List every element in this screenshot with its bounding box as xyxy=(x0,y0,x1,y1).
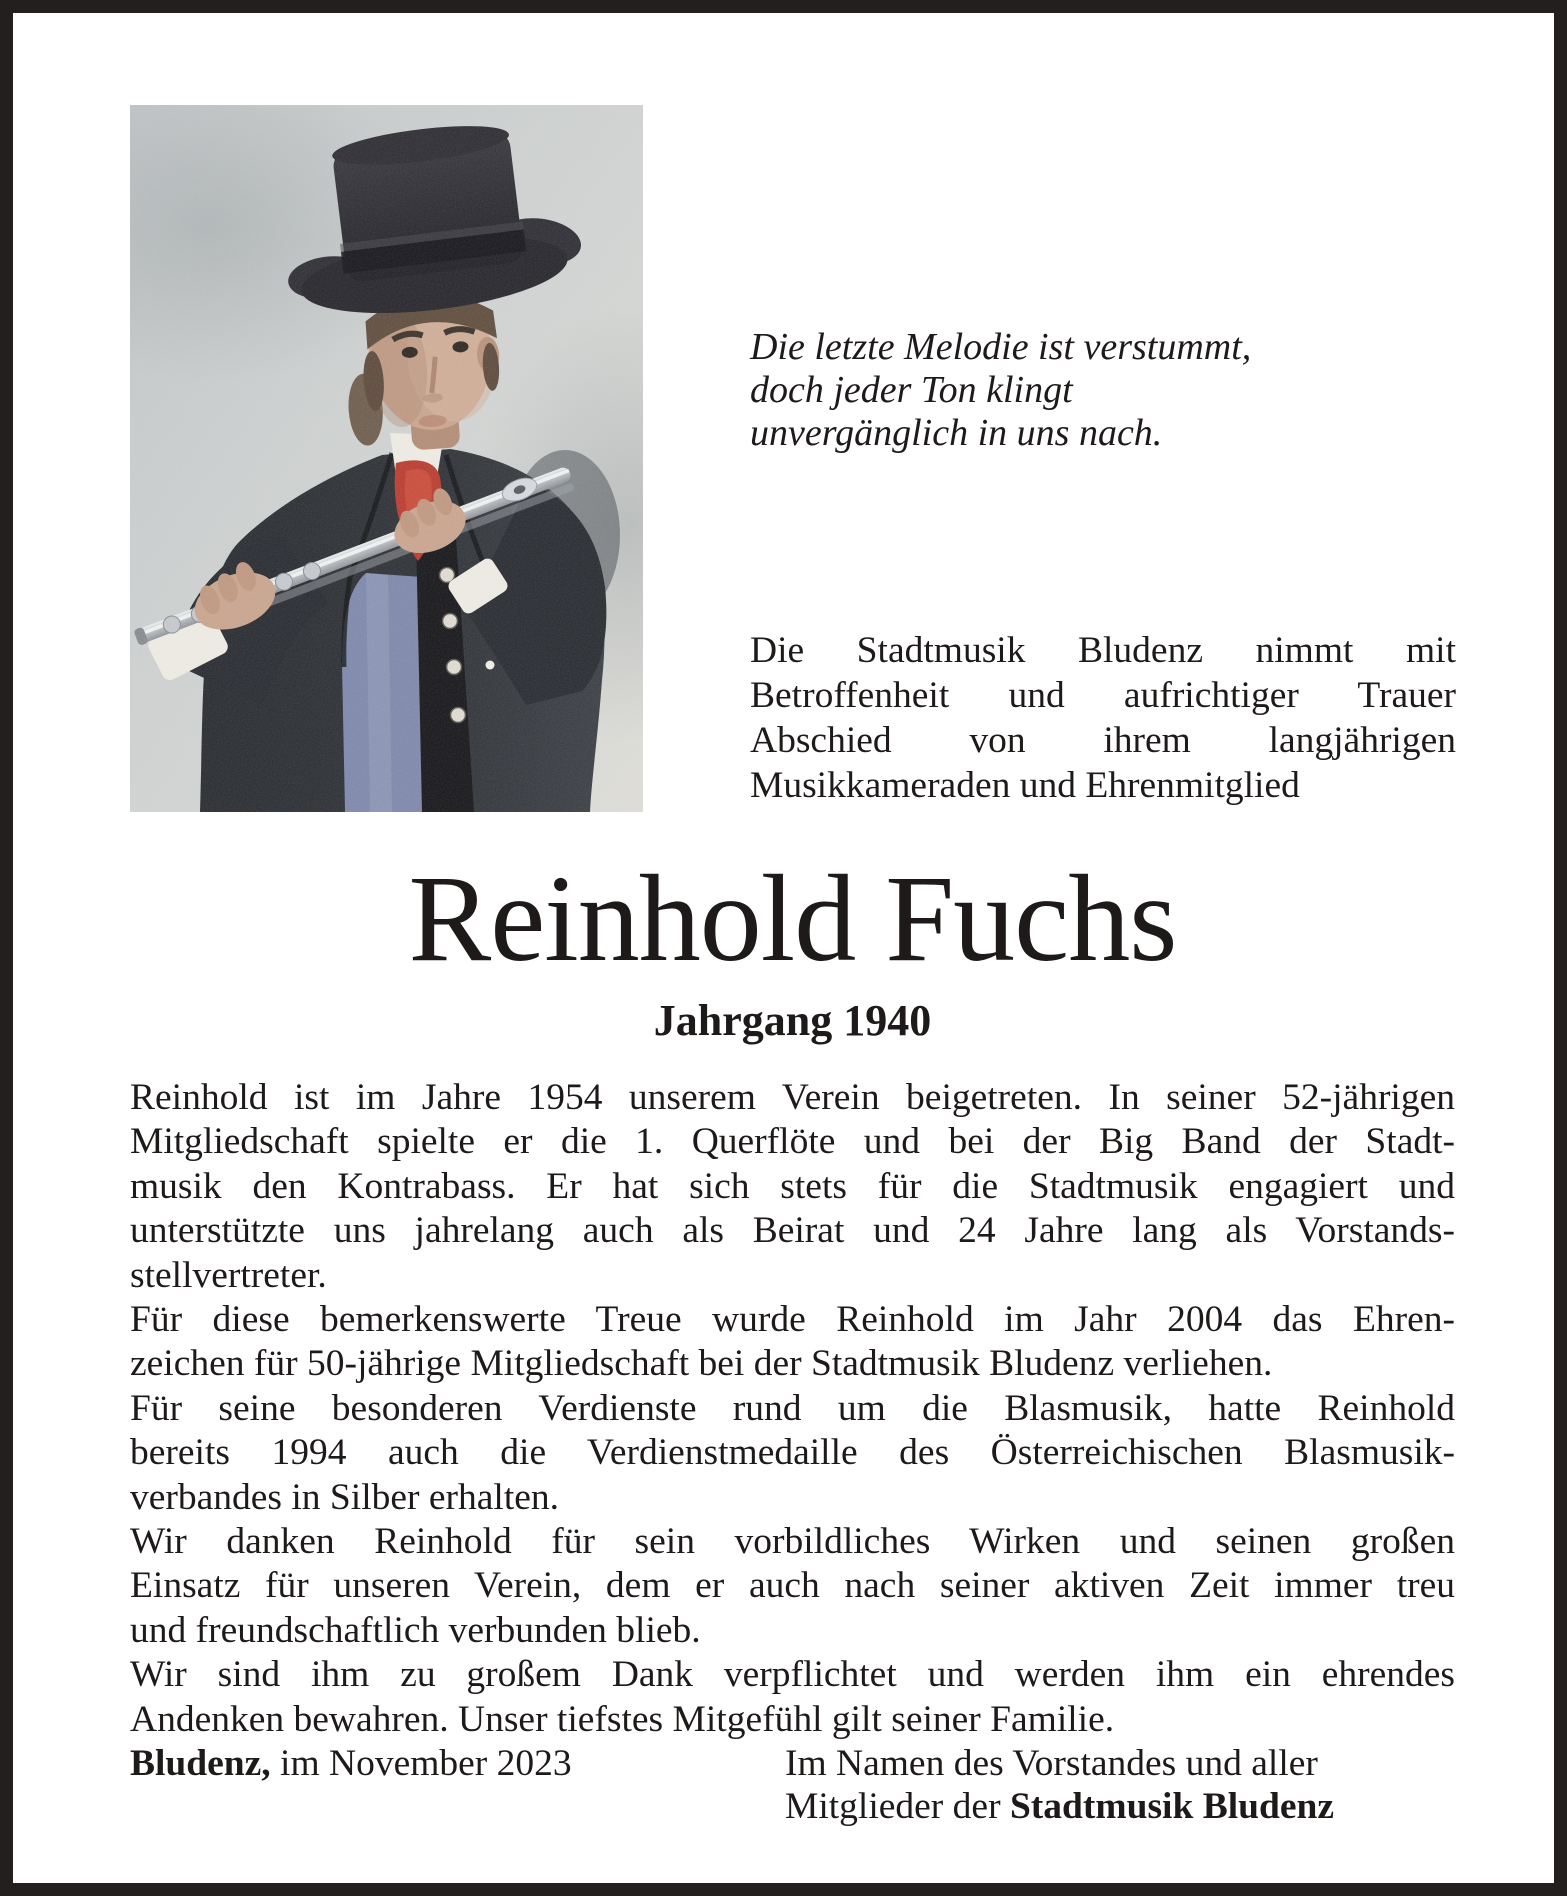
quote-line: doch jeder Ton klingt xyxy=(750,369,1073,411)
closing-line xyxy=(785,1785,1455,1828)
birth-year-label: Jahrgang 1940 xyxy=(653,996,932,1045)
closing-line: Im Namen des Vorstandes und aller xyxy=(785,1743,1318,1784)
closing-organization: Stadtmusik Bludenz xyxy=(1009,1786,1334,1827)
intro-line: Abschied von ihrem langjährigen xyxy=(750,720,1456,761)
body-line: musik den Kontrabass. Er hat sich stets für die Stadtmusik engagiert und xyxy=(130,1165,1455,1207)
body-line: zeichen für 50-jährige Mitgliedschaft bei der Stadtmusik Bludenz verliehen. xyxy=(130,1343,1273,1385)
body-line: verbandes in Silber erhalten. xyxy=(130,1476,560,1518)
quote-line: unvergänglich in uns nach. xyxy=(750,412,1163,454)
intro-paragraph xyxy=(750,628,1456,808)
closing-signature xyxy=(785,1742,1455,1828)
body-line: Mitgliedschaft spielte er die 1. Querflöte und bei der Big Band der Stadt- xyxy=(130,1121,1455,1163)
body-line: bereits 1994 auch die Verdienstmedaille des Österreichischen Blasmusik- xyxy=(130,1432,1455,1474)
deceased-name: Reinhold Fuchs xyxy=(408,850,1177,987)
body-line: Für seine besonderen Verdienste rund um die Blasmusik, hatte Reinhold xyxy=(130,1387,1455,1429)
portrait-photo xyxy=(130,105,643,812)
body-line: Wir sind ihm zu großem Dank verpflichtet und werden ihm ein ehrendes xyxy=(130,1654,1455,1696)
body-line: stellvertreter. xyxy=(130,1254,327,1296)
body-line: Für diese bemerkenswerte Treue wurde Reinhold im Jahr 2004 das Ehren- xyxy=(130,1299,1455,1341)
body-line: Einsatz für unseren Verein, dem er auch nach seiner aktiven Zeit immer treu xyxy=(130,1565,1455,1607)
footer-date: im November 2023 xyxy=(280,1743,572,1784)
body-line: unterstützte uns jahrelang auch als Beirat und 24 Jahre lang als Vorstands- xyxy=(130,1210,1455,1252)
photo-grain-overlay xyxy=(130,105,643,812)
body-line: und freundschaftlich verbunden blieb. xyxy=(130,1609,701,1651)
intro-line: Musikkameraden und Ehrenmitglied xyxy=(750,765,1300,806)
footer-place: Bludenz, xyxy=(130,1743,271,1784)
intro-line: Betroffenheit und aufrichtiger Trauer xyxy=(750,675,1456,716)
footer-place-date xyxy=(130,1742,572,1785)
closing-prefix: Mitglieder der xyxy=(785,1786,1001,1827)
body-line: Andenken bewahren. Unser tiefstes Mitgefühl gilt seiner Familie. xyxy=(130,1698,1115,1740)
flute-player-illustration xyxy=(130,105,643,812)
memorial-quote xyxy=(750,326,1251,455)
obituary-body xyxy=(130,1076,1455,1742)
body-line: Reinhold ist im Jahre 1954 unserem Verein beigetreten. In seiner 52-jährigen xyxy=(130,1077,1455,1118)
intro-line: Die Stadtmusik Bludenz nimmt mit xyxy=(750,630,1456,671)
quote-line: Die letzte Melodie ist verstummt, xyxy=(750,326,1252,368)
body-line: Wir danken Reinhold für sein vorbildliches Wirken und seinen großen xyxy=(130,1521,1455,1563)
